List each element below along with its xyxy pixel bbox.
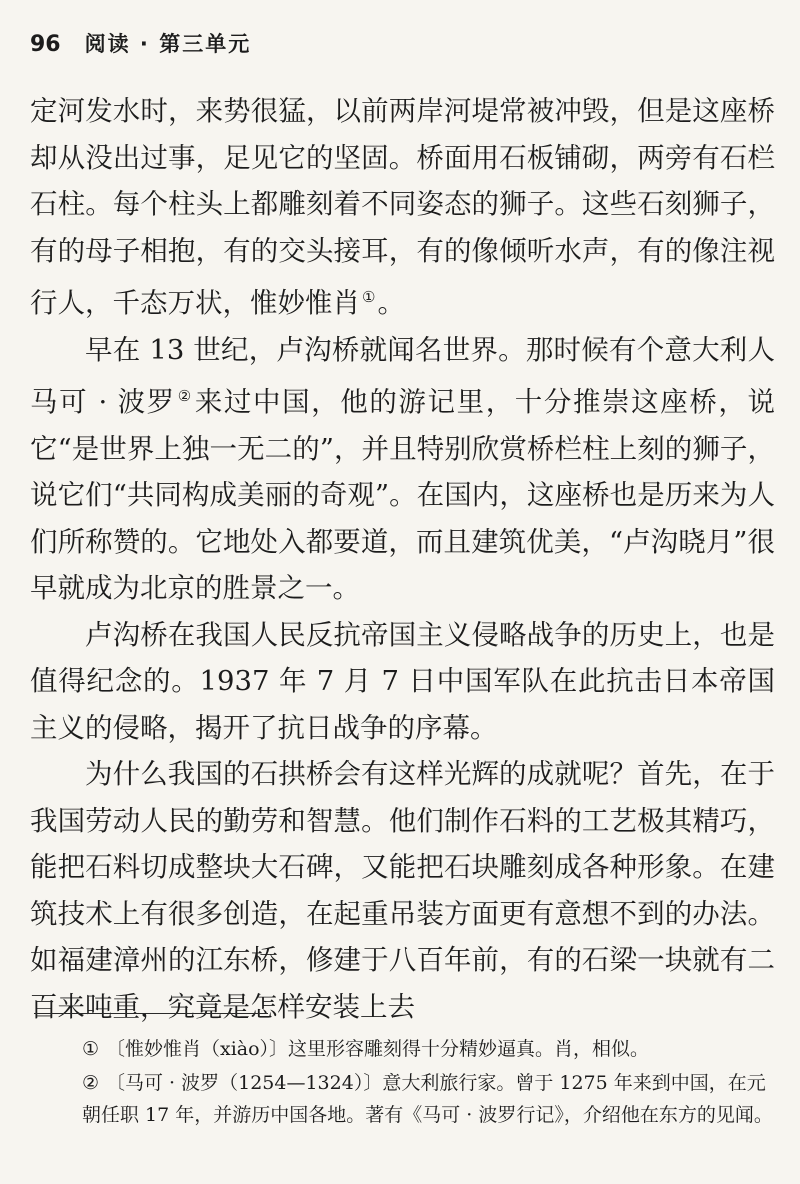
- paragraph-2-text-a: 早在 13 世纪，卢沟桥就闻名世界。那时候有个意大利人马可 · 波罗: [30, 333, 775, 418]
- paragraph-1-end: 。: [377, 287, 405, 319]
- paragraph-2-text-b: 来过中国，他的游记里，十分推崇这座桥，说它“是世界上独一无二的”，并且特别欣赏桥栏柱上刻的狮子，说它们“共同构成美丽的奇观”。在国内，这座桥也是历来为人们所称赞的。它地处入都要道，而且建筑优美，“卢沟晓月”很早就成为北京的胜景之一。: [30, 386, 776, 604]
- footnote-2: [82, 1067, 782, 1131]
- paragraph-1-text: 定河发水时，来势很猛，以前两岸河堤常被冲毁，但是这座桥却从没出过事，足见它的坚固。桥面用石板铺砌，两旁有石栏石柱。每个柱头上都雕刻着不同姿态的狮子。这些石刻狮子，有的母子相抱，有的交头接耳，有的像倾听水声，有的像注视行人，千态万状，惟妙惟肖: [30, 95, 775, 319]
- footnote-ref-2: ②: [177, 387, 193, 405]
- page-header: [30, 28, 251, 58]
- footnote-marker: ①: [82, 1038, 100, 1060]
- footnotes: [82, 1033, 782, 1133]
- paragraph-3: 卢沟桥在我国人民反抗帝国主义侵略战争的历史上，也是值得纪念的。1937 年 7 月 7 日中国军队在此抗击日本帝国主义的侵略，揭开了抗日战争的序幕。: [30, 618, 775, 744]
- body-text: [30, 88, 775, 1030]
- paragraph-1: [30, 88, 775, 327]
- page-number: 96: [30, 32, 61, 57]
- footnote-text: 〔马可 · 波罗（1254—1324）〕意大利旅行家。曾于 1275 年来到中国，在元朝任职 17 年，并游历中国各地。著有《马可 · 波罗行记》，介绍他在东方的见闻。: [82, 1072, 773, 1126]
- footnote-divider: [34, 1013, 268, 1014]
- paragraph-2: [30, 327, 775, 612]
- paragraph-4: 为什么我国的石拱桥会有这样光辉的成就呢？首先，在于我国劳动人民的勤劳和智慧。他们制作石料的工艺极其精巧，能把石料切成整块大石碑，又能把石块雕刻成各种形象。在建筑技术上有很多创造，在起重吊装方面更有意想不到的办法。如福建漳州的江东桥，修建于八百年前，有的石梁一块就有二百来吨重，究竟是怎样安装上去: [30, 758, 775, 1023]
- footnote-ref-1: ①: [362, 288, 376, 306]
- footnote-marker: ②: [82, 1072, 100, 1094]
- running-title: 阅读 · 第三单元: [84, 32, 252, 56]
- footnote-text: 〔惟妙惟肖（xiào）〕这里形容雕刻得十分精妙逼真。肖，相似。: [106, 1038, 650, 1060]
- footnote-1: [82, 1033, 782, 1065]
